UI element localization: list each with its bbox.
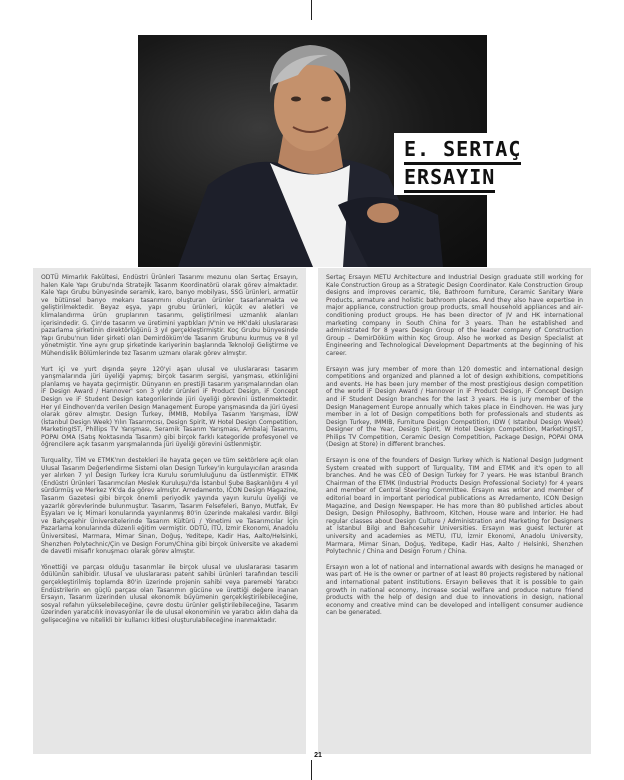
paragraph: Yönettiği ve parçası olduğu tasarımlar ile birçok ulusal ve uluslararası tasarım ödülünün sahibidir. Ulusal ve uluslararası patent sahibi ürünleri tarafından tescili gerçekleştirilmiş toplamda 80'in üzerinde projenin sahibi veya paremebi Yaratıcı Endüstrilerin en güçlü parçası olan Tasarımın gücüne ve ürettiği değere inanan Ersayın, Tasarım üzerinden ulusal ekonomik büyümenin gerçekleştirilebileceğine, sosyal refahın yükselebileceğine, çevre dostu ürünler geliştirilebileceğine, Tasarım üzerinden yaratıcılık inovasyonlar ile de ulusal ekonominin ve yaratıcı aklın daha da gelişeceğine ve nitelikli bir kullanıcı kitlesi oluşturulabileceğine inanmaktadır. (41, 563, 298, 624)
page-number: 21 (314, 752, 322, 759)
paragraph: Ersayın is one of the founders of Design Turkey which is National Design Judgment System created with support of Turquality, TIM and ETMK and it's open to all branches. And he was CEO of Design Turkey for 7 years. He was Istanbul Branch Chairman of the ETMK (Industrial Products Design Professional Society) for 4 years and member of Central Steering Committee. Ersayın was writer and member of editorial board in important periodical publications as Arredamento, ICON Design Magazine, and Design Newspaper. He has more than 80 published articles about Design, Design Philosophy, Bathroom, Kitchen, House ware and Interior. He had regular classes about Design Culture / Administration and Marketing for Designers at İstanbul Bilgi and Bahcesehir Universities. Ersayın was guest lecturer at university and academies as METU, ITU, İzmir Ekonomi, Anadolu University, Marmara, Mimar Sinan, Doğuş, Yeditepe, Kadir Has, Aalto / Helsinki, Shenzhen Polytechnic / China and Design Forum / China. (326, 457, 583, 556)
crop-mark-bottom (311, 760, 312, 780)
crop-mark-top (311, 0, 312, 20)
biography-turkish (33, 268, 306, 754)
paragraph: Ersayın won a lot of national and international awards with designs he managed or was part of. He is the owner or partner of at least 80 projects registered by national and international patent institutions. Ersayın believes that it is possible to gain growth in national economy, increase social welfare and produce nature friend products with the help of design and due to innovations in design, national economy and creative mind can be developed and intelligent consumer audience can be generated. (326, 563, 583, 617)
last-name: ERSAYIN (404, 165, 495, 193)
paragraph: ODTÜ Mimarlık Fakültesi, Endüstri Ürünleri Tasarımı mezunu olan Sertaç Ersayın, halen Kale Yapı Grubu'nda Stratejik Tasarım Koordinatörü olarak görev almaktadır. Kale Yapı Grubu bünyesinde seramik, karo, banyo mobilyası, SSG ürünleri, armatür ve bütünsel banyo mekanı tasarımını oluşturan ürünler tasarlanmakta ve geliştirilmektedir. Beyaz eşya, yapı grubu ürünleri, küçük ev aletleri ve klimalandırma ürün gruplarının tasarımı, geliştirilmesi uzmanlık alanları içerisindedir. G. Çin'de tasarım ve üretimini yaptıkları JV'nin ve HK'daki uluslararası pazarlama şirketinin direktörlüğünü 3 yıl gerçekleştirmiştir. Koç Grubu bünyesinde Yapı Grubu'nun lider şirketi olan Demirdöküm'de Tasarım Grubunu kurmuş ve 8 yıl yönetmiştir. Yine aynı grup şirketinde kariyerinin başlarında Teknoloji Geliştirme ve Mühendislik Bölümlerinde tez Tasarım uzmanı olarak görev almıştır. (41, 274, 298, 357)
paragraph: Ersayın was jury member of more than 120 domestic and international design competitions and organized and planned a lot of design exhibitions, competitions and events. He has been jury member of the most prestigious design competition of the world iF Design Award / Hannover in iF Product Design, iF Concept Design and iF Student Design branches for the last 3 years. He is jury member of the Design Management Europe annually which takes place in Eindhoven. He was jury member in a lot of Design competitions both for professionals and students as Design Turkey, IMMIB, Furniture Design Competition, IDW ( Istanbul Design Week) Designer of the Year, Design Spirit, W Hotel Design Competition, MarketingIST, Philips TV Competition, Ceramic Design Competition, Package Design, POPAI OMA (Design at Store) in different branches. (326, 365, 583, 449)
biography-english (318, 268, 591, 754)
paragraph: Yurt içi ve yurt dışında şeyre 120'yi aşan ulusal ve uluslararası tasarım yarışmalarında jüri üyeliği yapmış; birçok tasarım sergisi, yarışması, etkinliğini planlamış ve hayata geçirmiştir. Dünyanın en prestijli tasarım yarışmalarından olan iF Design Award / Hannover' son 3 yıldır ürünleri iF Product Design, iF Concept Design ve iF Student Design kategorilerinde jüri üyeliği görevini üstlenmektedir. Her yıl Eindhoven'da verilen Design Management Europe yarışmasında da jüri üyesi olarak görev almıştır. Design Turkey, IMMIB, Mobilya Tasarım Yarışması, IDW (İstanbul Design Week) Yılın Tasarımcısı, Design Spirit, W Hotel Design Competition, MarketingIST, Phillips TV Yarışması, Seramik Tasarım Yarışması, Ambalaj Tasarımı, POPAI OMA (Satış Noktasında Tasarım) gibi birçok farklı kategoride profesyonel ve öğrencilere açık tasarım yarışmalarında jüri üyeliği görevini üstlenmiştir. (41, 365, 298, 449)
paragraph: Sertaç Ersayın METU Architecture and Industrial Design graduate still working for Kale Construction Group as a Strategic Design Coordinator. Kale Construction Group designs and improves ceramic, tile, Bathroom furniture, Ceramic Sanitary Ware Products, armature and holistic bathroom places. And they also have expertise in major appliance, construction group products, small household appliances and air-conditioning product groups. He has been director of JV and HK international marketing company in South China for 3 years. Than he established and administrated for 8 years Design Group of the leader company of Construction Group – DemirDöküm within Koç Group. Also he worked as Design Specialist at Engineering and Technological Development Departments at the beginning of his career. (326, 274, 583, 357)
paragraph: Turquality, TİM ve ETMK'nın destekleri ile hayata geçen ve tüm sektörlere açık olan Ulusal Tasarım Değerlendirme Sistemi olan Design Turkey'in kurgulayıcıları arasında yer alırken 7 yıl Design Turkey İcra Kurulu sorumluluğunu da üstlenmiştir. ETMK (Endüstri Ürünleri Tasarımcıları Meslek Kuruluşu)'da İstanbul Şube Başkanlığını 4 yıl sürdürmüş ve Merkez YK'da da görev almıştır. Arredamento, ICON Design Magazine, Tasarım Gazetesi gibi birçok önemli periyodik yayında yayın kurulu üyeliği ve yazarlık görevlerinde bulunmuştur. Tasarım, Tasarım Felsefeleri, Banyo, Mutfak, Ev Eşyaları ve İç Mimari konularında yayınlanmış 80'in üzerinde makalesi vardır. Bilgi ve Bahçeşehir Üniversitelerinde Tasarım Kültürü / Yönetimi ve Tasarımcılar İçin Pazarlama konularında düzenli eğitim vermiştir. ODTÜ, İTÜ, İzmir Ekonomi, Anadolu Üniversitesi, Marmara, Mimar Sinan, Doğuş, Yeditepe, Kadir Has, Aalto/Helsinki, Shenzhen Polytechnic/Çin ve Design Forum/China gibi birçok üniversite ve akademi de davetli misafir konuşmacı olarak görev almıştır. (41, 457, 298, 556)
name-title-block (394, 133, 532, 195)
first-name: E. SERTAÇ (404, 137, 521, 165)
